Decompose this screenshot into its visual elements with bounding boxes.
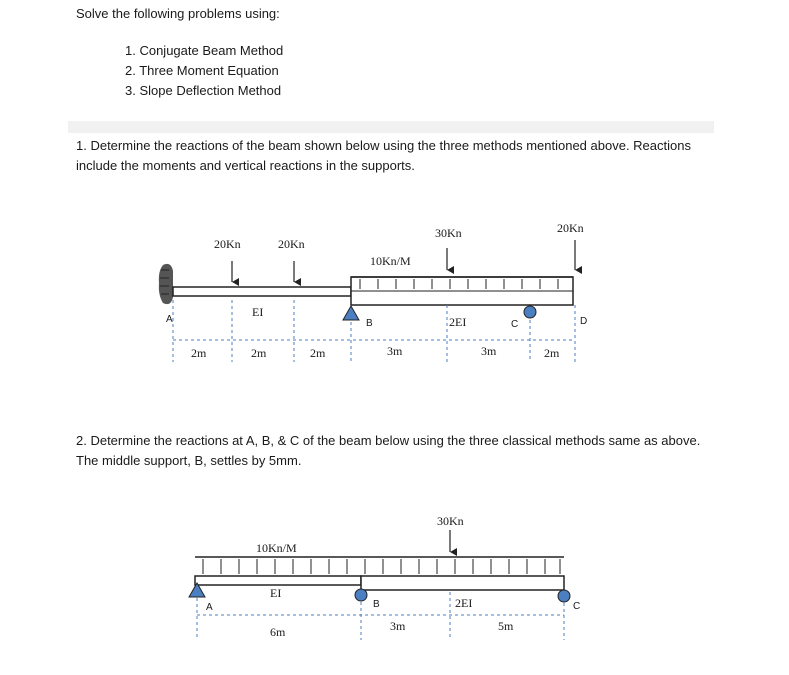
- udl-arrows: [203, 559, 560, 574]
- dimension-label: 2m: [251, 346, 267, 360]
- support-label: B: [366, 318, 373, 329]
- dimension-label: 3m: [390, 619, 406, 633]
- method-item: 3. Slope Deflection Method: [125, 83, 282, 98]
- udl-label: 10Kn/M: [256, 541, 297, 555]
- stiffness-label: EI: [252, 305, 264, 319]
- dimension-label: 3m: [387, 344, 403, 358]
- load-label: 30Kn: [437, 514, 464, 528]
- pin-support-icon: [343, 306, 359, 320]
- support-label: A: [206, 602, 213, 613]
- load-label: 20Kn: [278, 237, 305, 251]
- dimension-guides: [173, 300, 575, 362]
- support-label: C: [511, 319, 519, 330]
- dimension-label: 5m: [498, 619, 514, 633]
- roller-support-icon: [355, 589, 367, 601]
- load-label: 20Kn: [214, 237, 241, 251]
- support-label: A: [166, 314, 173, 325]
- support-label: B: [373, 599, 380, 610]
- udl-label: 10Kn/M: [370, 254, 411, 268]
- roller-support-icon: [558, 590, 570, 602]
- fixed-support-icon: [159, 264, 173, 304]
- beam-1: [159, 221, 587, 362]
- stiffness-label: 2EI: [455, 596, 473, 610]
- problem-2-text: 2. Determine the reactions at A, B, & C of the beam below using the three classical methods same as above. The middle support, B, settles by 5mm.: [76, 433, 701, 468]
- support-label: D: [580, 316, 588, 327]
- beam-2: [189, 514, 580, 640]
- method-item: 1. Conjugate Beam Method: [125, 43, 284, 58]
- stiffness-label: EI: [270, 586, 282, 600]
- method-item: 2. Three Moment Equation: [125, 63, 279, 78]
- intro-text: Solve the following problems using:: [76, 6, 280, 21]
- dimension-label: 2m: [191, 346, 207, 360]
- problem-1-text: 1. Determine the reactions of the beam shown below using the three methods mentioned above. Reactions include the moments and vertical reactions in the supports.: [76, 138, 691, 173]
- dimension-label: 6m: [270, 625, 286, 639]
- roller-support-icon: [524, 306, 536, 318]
- dimension-label: 3m: [481, 344, 497, 358]
- support-label: C: [573, 601, 581, 612]
- stiffness-label: 2EI: [449, 315, 467, 329]
- dimension-label: 2m: [310, 346, 326, 360]
- load-label: 20Kn: [557, 221, 584, 235]
- dimension-label: 2m: [544, 346, 560, 360]
- load-label: 30Kn: [435, 226, 462, 240]
